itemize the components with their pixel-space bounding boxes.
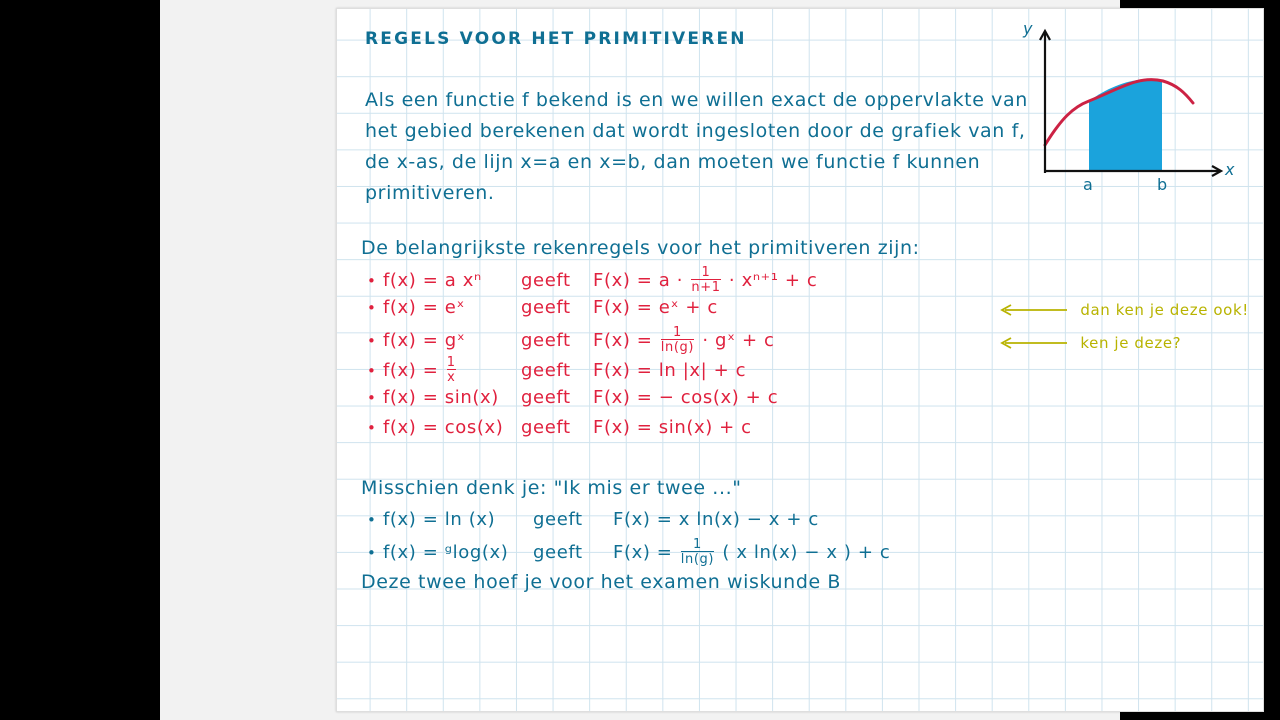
- rule-rhs: F(x) = sin(x) + c: [593, 417, 752, 438]
- fraction-denominator: x: [447, 370, 456, 385]
- annotation-text: ken je deze?: [1080, 334, 1182, 352]
- rule-rhs: F(x) = eˣ + c: [593, 297, 718, 318]
- rule-lhs: [383, 357, 521, 385]
- rule-rhs-suffix: ( x ln(x) − x ) + c: [722, 542, 891, 563]
- rule-rhs: F(x) = ln |x| + c: [593, 360, 747, 381]
- rule-lhs: f(x) = gˣ: [383, 330, 466, 351]
- rules-list: [367, 267, 967, 447]
- graph-svg: [1027, 23, 1247, 208]
- fraction-numerator: 1: [446, 355, 456, 370]
- rule-geeft: geeft: [533, 542, 583, 563]
- extra-rule-row: [367, 509, 1007, 539]
- grid-paper-sheet: [336, 8, 1264, 712]
- closing-note: Deze twee hoef je voor het examen wiskunde B: [361, 571, 842, 593]
- fraction-numerator: 1: [701, 265, 711, 280]
- annotation-line-1: [997, 301, 1249, 320]
- fraction-denominator: n+1: [691, 280, 721, 295]
- rule-lhs: f(x) = sin(x): [383, 387, 499, 408]
- rule-lhs: f(x) = cos(x): [383, 417, 504, 438]
- rule-rhs: F(x) = − cos(x) + c: [593, 387, 779, 408]
- left-arrow-icon: [997, 335, 1069, 353]
- rule-row: [367, 357, 967, 387]
- tick-label-b: b: [1157, 175, 1168, 194]
- extra-rules-list: [367, 509, 1007, 569]
- bullet-icon: •: [367, 419, 377, 437]
- rule-row: [367, 387, 967, 417]
- fraction-numerator: 1: [692, 537, 702, 552]
- rules-heading: De belangrijkste rekenregels voor het primitiveren zijn:: [361, 237, 920, 259]
- rule-geeft: geeft: [521, 330, 571, 351]
- rule-rhs-prefix: F(x) =: [593, 330, 653, 351]
- bullet-icon: •: [367, 272, 377, 290]
- bullet-icon: •: [367, 362, 377, 380]
- bullet-icon: •: [367, 389, 377, 407]
- rule-rhs: [593, 267, 967, 295]
- fraction: [661, 326, 694, 354]
- shaded-area: [1089, 79, 1162, 171]
- left-arrow-icon: [997, 302, 1069, 320]
- page-title: REGELS VOOR HET PRIMITIVEREN: [365, 29, 747, 49]
- bullet-icon: •: [367, 299, 377, 317]
- rule-rhs-suffix: · xⁿ⁺¹ + c: [728, 270, 818, 291]
- rule-rhs: F(x) = x ln(x) − x + c: [613, 509, 819, 530]
- intro-paragraph: Als een functie f bekend is en we willen exact de oppervlakte van het gebied berekenen dat wordt ingesloten door de grafiek van f, de x-as, de lijn x=a en x=b, dan moeten we functie f kunnen primitiveren.: [365, 89, 1028, 204]
- extra-rule-row: [367, 539, 1007, 569]
- fraction-denominator: ln(g): [660, 340, 695, 355]
- slide-frame: [160, 0, 1249, 720]
- annotation-line-2: [997, 334, 1181, 353]
- rule-lhs-text: f(x) =: [383, 360, 439, 381]
- rule-row: [367, 297, 967, 327]
- fraction: [691, 266, 720, 294]
- rule-rhs: [613, 539, 1007, 567]
- fraction: [447, 356, 456, 384]
- rule-lhs: f(x) = ᵍlog(x): [383, 542, 509, 563]
- rule-row: [367, 327, 967, 357]
- rule-rhs-prefix: F(x) = a ·: [593, 270, 684, 291]
- y-axis-label: y: [1023, 19, 1033, 38]
- rule-rhs: [593, 327, 967, 355]
- rule-geeft: geeft: [521, 387, 571, 408]
- x-axis-label: x: [1225, 160, 1235, 179]
- rule-geeft: geeft: [521, 360, 571, 381]
- rule-geeft: geeft: [521, 417, 571, 438]
- rule-rhs-suffix: · gˣ + c: [702, 330, 775, 351]
- rule-row: [367, 267, 967, 297]
- bullet-icon: •: [367, 511, 377, 529]
- rule-lhs: f(x) = a xⁿ: [383, 270, 482, 291]
- fraction-denominator: ln(g): [680, 552, 715, 567]
- bullet-icon: •: [367, 332, 377, 350]
- tick-label-a: a: [1083, 175, 1093, 194]
- fraction: [681, 538, 714, 566]
- integral-area-graph: [1023, 19, 1247, 208]
- rule-lhs: f(x) = eˣ: [383, 297, 466, 318]
- bullet-icon: •: [367, 544, 377, 562]
- fraction-numerator: 1: [672, 325, 682, 340]
- rule-geeft: geeft: [533, 509, 583, 530]
- extra-heading: Misschien denk je: "Ik mis er twee ...": [361, 477, 742, 499]
- rule-lhs: f(x) = ln (x): [383, 509, 496, 530]
- rule-geeft: geeft: [521, 270, 571, 291]
- rule-row: [367, 417, 967, 447]
- rule-geeft: geeft: [521, 297, 571, 318]
- rule-rhs-prefix: F(x) =: [613, 542, 673, 563]
- annotation-text: dan ken je deze ook!: [1080, 301, 1249, 319]
